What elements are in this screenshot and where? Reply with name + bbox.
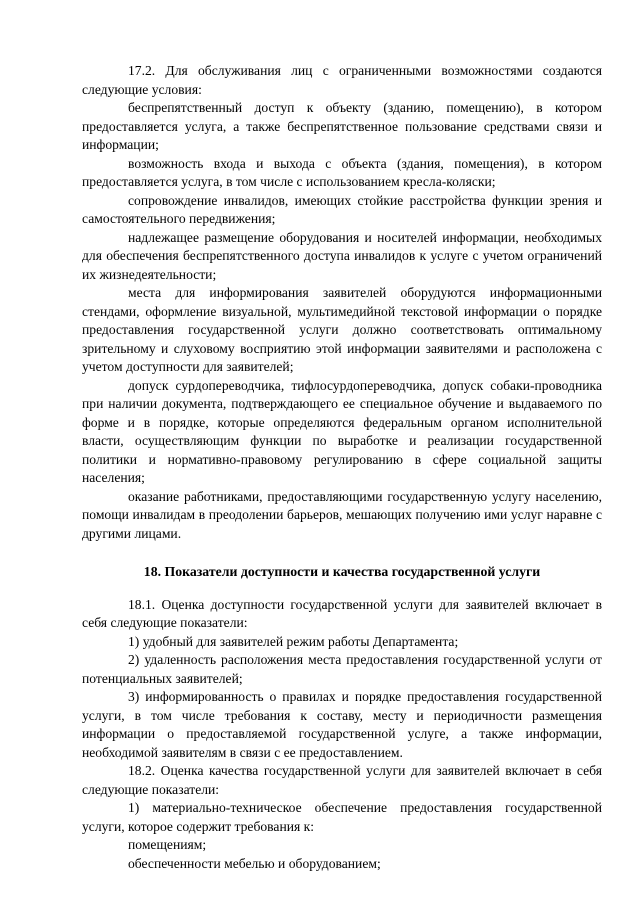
paragraph: надлежащее размещение оборудования и носителей информации, необходимых для обеспечения беспрепятственного доступа инвалидов к услуге с учетом ограничений их жизнедеятельности; — [82, 229, 602, 282]
paragraph: помещениям; — [128, 837, 207, 852]
paragraph: возможность входа и выхода с объекта (здания, помещения), в котором предоставляется услуга, в том числе с использованием кресла-коляски; — [82, 155, 602, 189]
section-heading: 18. Показатели доступности и качества государственной услуги — [143, 564, 541, 579]
paragraph: сопровождение инвалидов, имеющих стойкие расстройства функции зрения и самостоятельного передвижения; — [82, 192, 602, 226]
paragraph: 3) информированность о правилах и порядке предоставления государственной услуги, в том числе требования к составу, месту и периодичности размещения информации о предоставляемой государственной услуге, а также информации, необходимой заявителям в связи с ее предоставлением. — [82, 689, 602, 760]
paragraph: 2) удаленность расположения места предоставления государственной услуги от потенциальных заявителей; — [82, 652, 602, 686]
paragraph: 1) материально-техническое обеспечение предоставления государственной услуги, которое содержит требования к: — [82, 800, 602, 834]
paragraph: беспрепятственный доступ к объекту (зданию, помещению), в котором предоставляется услуга, а также беспрепятственное пользование средствами связи и информации; — [82, 100, 602, 152]
paragraph: 1) удобный для заявителей режим работы Департамента; — [128, 633, 459, 649]
paragraph: 17.2. Для обслуживания лиц с ограниченными возможностями создаются следующие условия: — [82, 63, 602, 97]
paragraph: места для информирования заявителей оборудуются информационными стендами, оформление визуальной, мультимедийной текстовой информации о порядке предоставления государственной услуги должно соответствовать оптимальному зрительному и слуховому восприятию этой информации заявителями и расположена с учетом доступности для заявителей; — [82, 285, 602, 374]
paragraph: оказание работниками, предоставляющими государственную услугу населению, помощи инвалидам в преодолении барьеров, мешающих получению ими услуг наравне с другими лицами. — [82, 488, 602, 541]
paragraph: допуск сурдопереводчика, тифлосурдопереводчика, допуск собаки-проводника при наличии документа, подтверждающего ее специальное обучение и выдаваемого по форме и в порядке, которые определяются федеральным органом исполнительной власти, осуществляющим функции по выработке и реализации государственной политики и нормативно-правовому регулированию в сфере социальной защиты населения; — [82, 377, 602, 485]
paragraph: обеспеченности мебелью и оборудованием; — [128, 855, 381, 871]
document-page — [82, 62, 602, 873]
paragraph: 18.2. Оценка качества государственной услуги для заявителей включает в себя следующие показатели: — [82, 763, 602, 797]
paragraph: 18.1. Оценка доступности государственной услуги для заявителей включает в себя следующие показатели: — [82, 596, 602, 630]
